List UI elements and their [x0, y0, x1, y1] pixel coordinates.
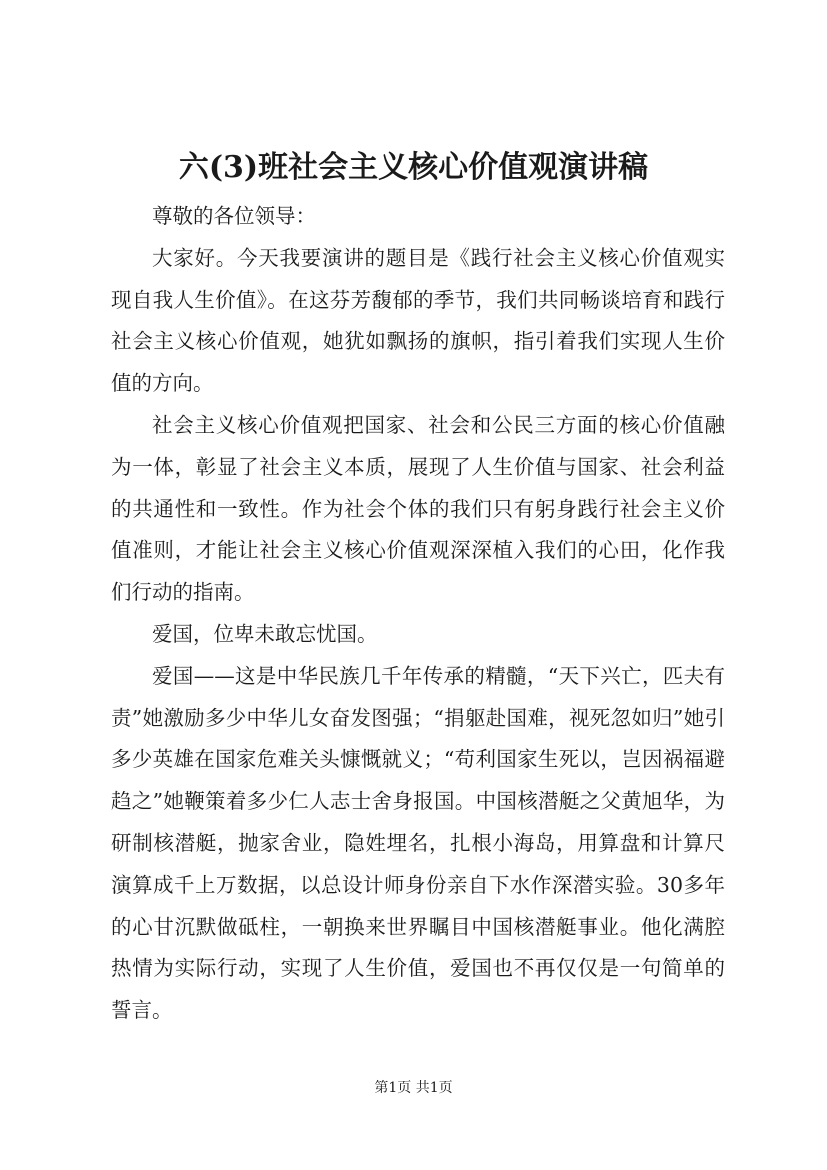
page-number-footer: 第1页 共1页: [374, 1080, 453, 1096]
document-title: 六(3)班社会主义核心价值观演讲稿: [178, 150, 649, 185]
section-heading-paragraph: 爱国，位卑未敢忘忧国。: [152, 621, 378, 646]
document-body: [111, 196, 725, 1032]
body-paragraph: 大家好。今天我要演讲的题目是《践行社会主义核心价值观实现自我人生价值》。在这芬芳馥郁的季节，我们共同畅谈培育和践行社会主义核心价值观，她犹如飘扬的旗帜，指引着我们实现人生价值的方向。: [111, 245, 725, 396]
salutation-paragraph: 尊敬的各位领导：: [152, 204, 316, 228]
body-paragraph: 社会主义核心价值观把国家、社会和公民三方面的核心价值融为一体，彰显了社会主义本质，展现了人生价值与国家、社会利益的共通性和一致性。作为社会个体的我们只有躬身践行社会主义价值准则，才能让社会主义核心价值观深深植入我们的心田，化作我们行动的指南。: [111, 412, 725, 605]
body-paragraph: 爱国——这是中华民族几千年传承的精髓，“天下兴亡，匹夫有责”她激励多少中华儿女奋发图强；“捐躯赴国难，视死忽如归”她引多少英雄在国家危难关头慷慨就义；“苟利国家生死以，岂因祸福避趋之”她鞭策着多少仁人志士舍身报国。中国核潜艇之父黄旭华，为研制核潜艇，抛家舍业，隐姓埋名，扎根小海岛，用算盘和计算尺演算成千上万数据，以总设计师身份亲自下水作深潜实验。30多年的心甘沉默做砥柱，一朝换来世界瞩目中国核潜艇事业。他化满腔热情为实际行动，实现了人生价值，爱国也不再仅仅是一句简单的誓言。: [111, 663, 725, 1023]
